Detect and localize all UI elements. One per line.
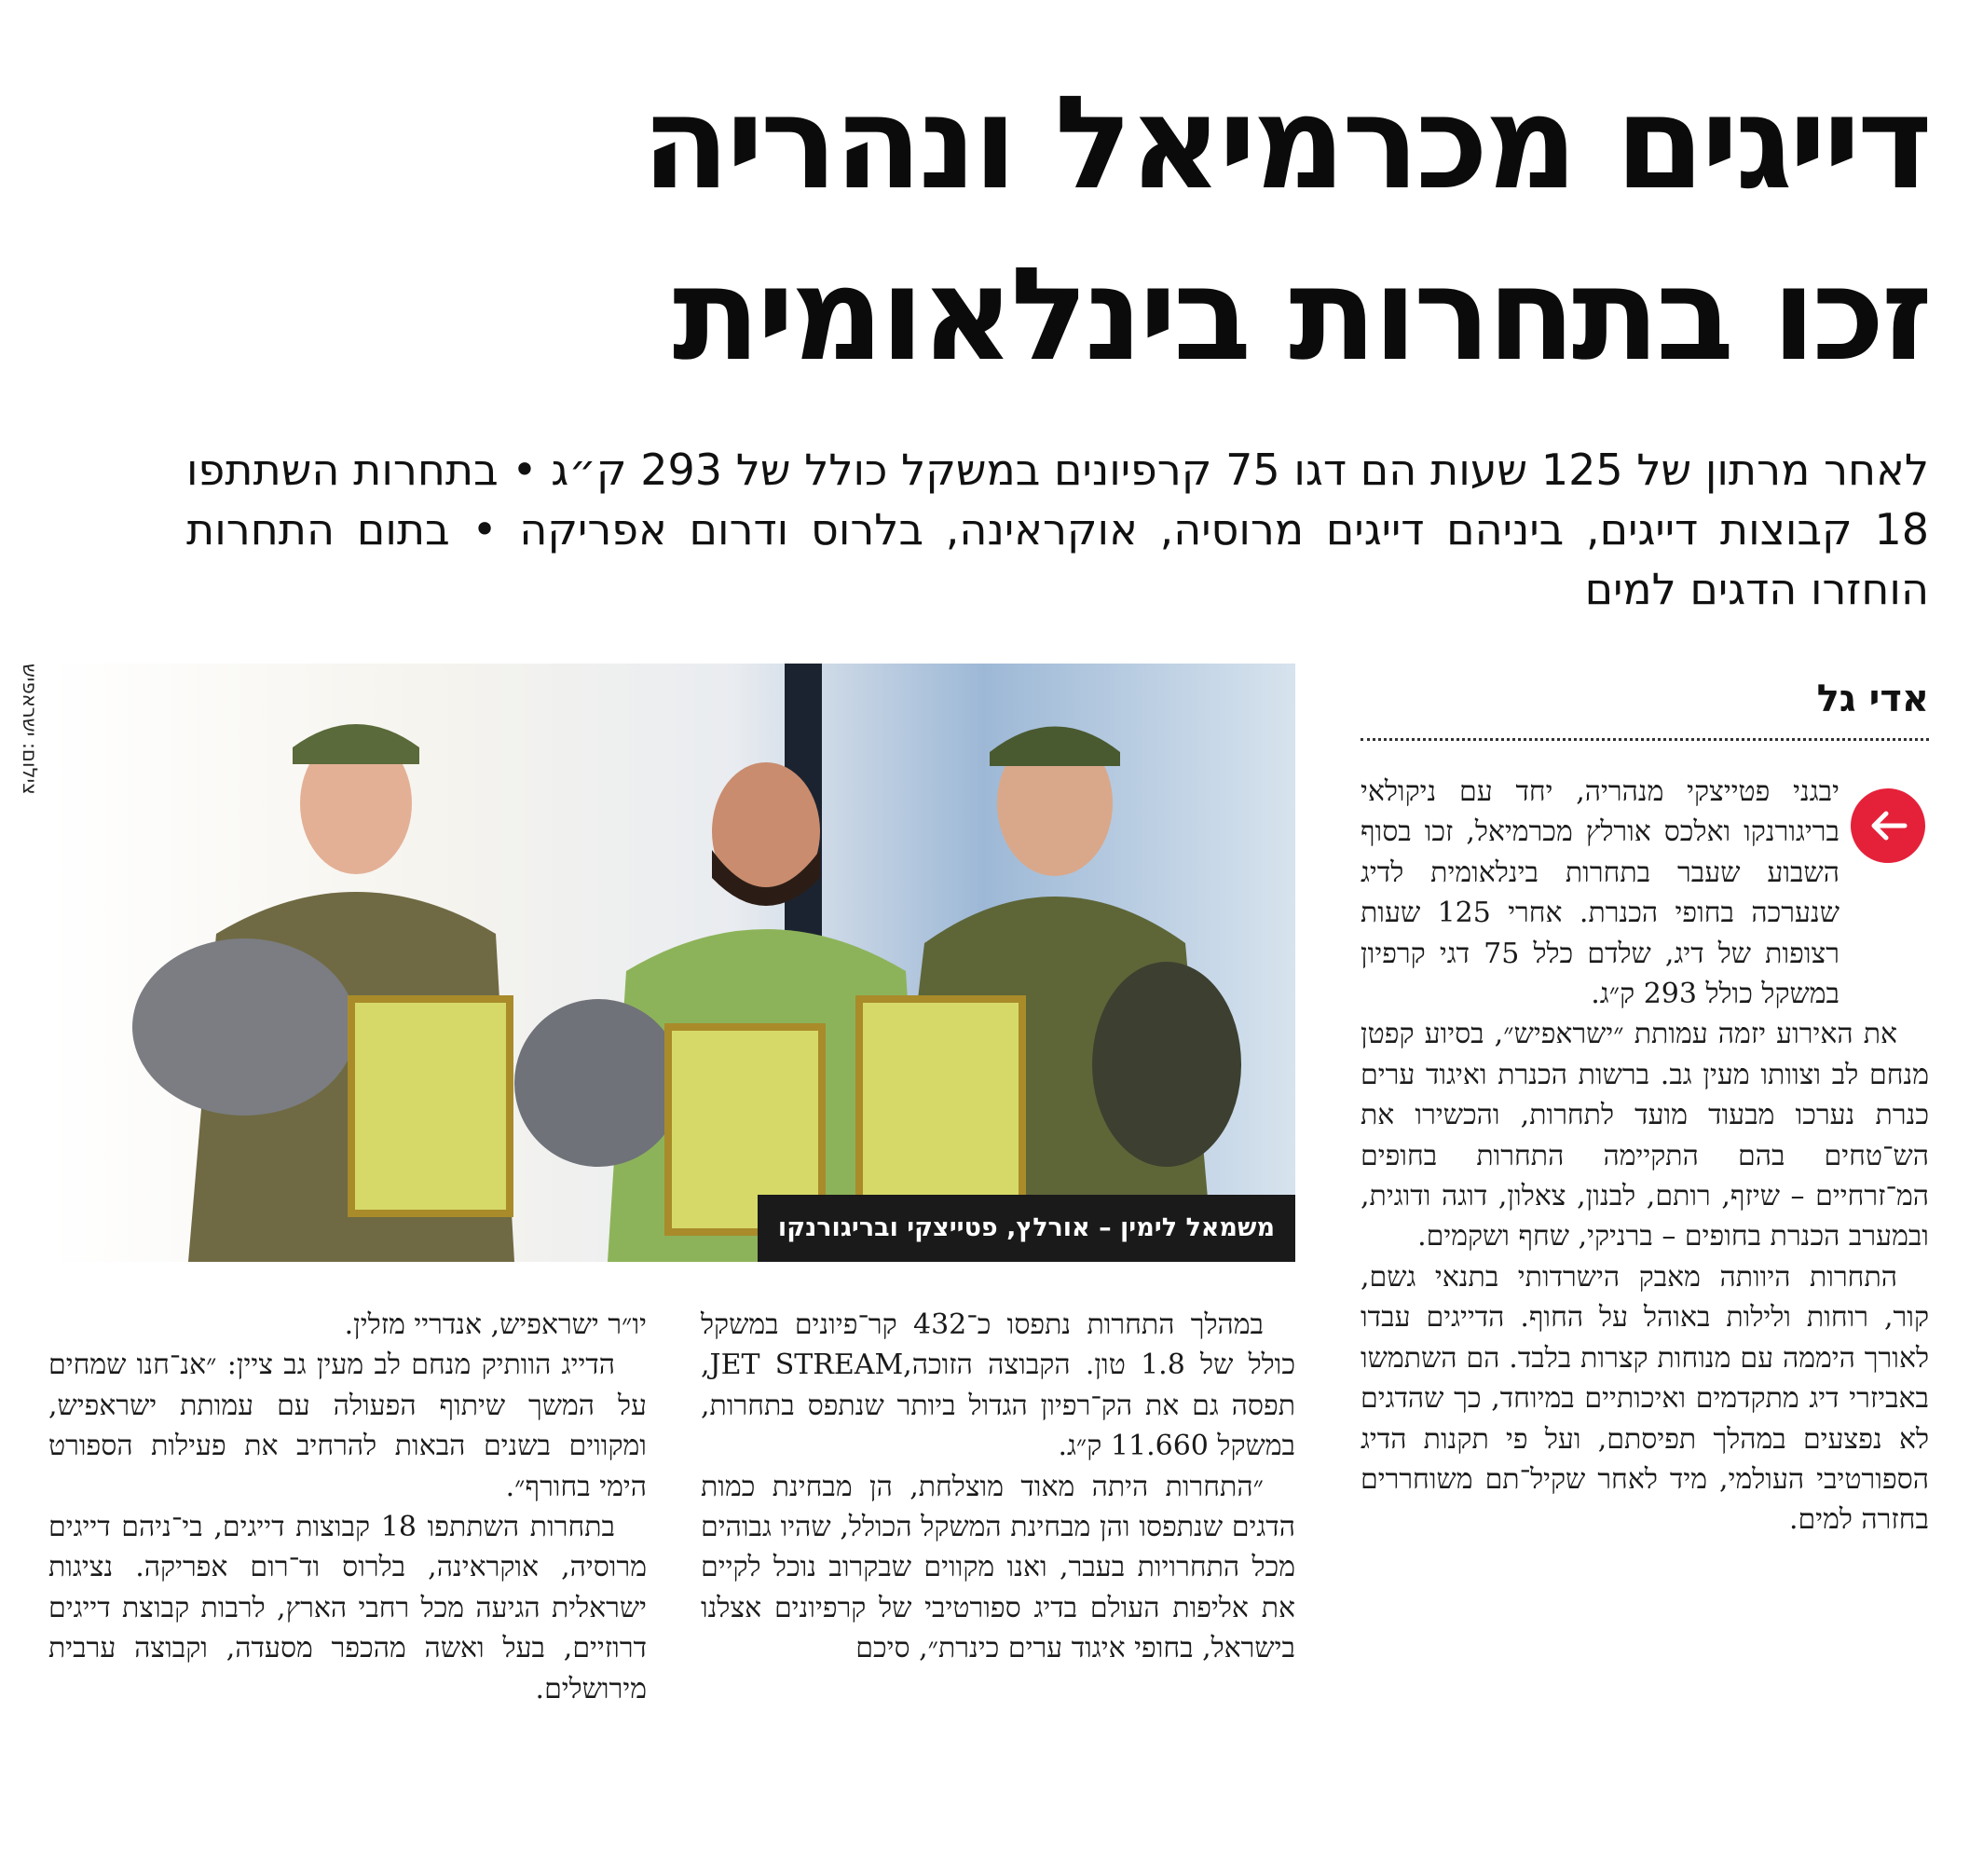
- paragraph: הדייג הוותיק מנחם לב מעין גב ציין: ״אנ־חנו שמחים על המשך שיתוף הפעולה עם עמותת ישראפיש, ומקווים בשנים הבאות להרחיב את פעילות הספורט הימי בחורף״.: [48, 1349, 647, 1503]
- article-column-1: [1361, 772, 1929, 1541]
- byline-divider: [1361, 738, 1929, 741]
- paragraph: את האירוע יזמה עמותת ״ישראפיש״, בסיוע קפטן מנחם לב וצוותו מעין גב. ברשות הכנרת ואיגוד ערים כנרת נערכו מבעוד מועד לתחרות, והכשירו את הש־טחים בהם התקיימה התחרות בחופים המ־זרחיים – שיזף, רותם, לבנון, צאלון, דוגה ודוגית, ובמערב הכנרת בחופים – ברניקי, שחף ושקמים.: [1361, 1018, 1929, 1253]
- paragraph: בתחרות השתתפו 18 קבוצות דייגים, בי־ניהם דייגים מרוסיה, אוקראינה, בלרוס וד־רום אפריקה. נציגות ישראלית הגיעה מכל רחבי הארץ, לרבות קבוצת דייגים דרוזיים, בעל ואשה מהכפר מסעדה, וקבוצה ערבית מירושלים.: [48, 1511, 647, 1705]
- paragraph: התחרות היוותה מאבק הישרדותי בתנאי גשם, קור, רוחות ולילות באוהל על החוף. הדייגים עבדו לאורך היממה עם מנוחות קצרות בלבד. הם השתמשו באביזרי דיג מתקדמים ואיכותיים במיוחד, כך שהדגים לא נפצעים במהלך תפיסתם, ועל פי תקנות הדיג הספורטיבי העולמי, מיד לאחר שקיל־תם משוחררים בחזרה למים.: [1361, 1260, 1929, 1537]
- paragraph: במהלך התחרות נתפסו כ־432 קר־פיונים במשקל כולל של 1.8 טון. הקבוצה הזוכה,JET STREAM, תפסה גם את הק־רפיון הגדול ביותר שנתפס בתחרות, במשקל 11.660 ק״ג.: [701, 1308, 1295, 1463]
- headline-line-2: זכו בתחרות בינלאומית: [672, 240, 1929, 390]
- article-column-2: [701, 1305, 1295, 1669]
- photo-credit: צילום: ישראפיש: [19, 664, 41, 795]
- headline-line-1: דייגים מכרמיאל ונהריה: [641, 68, 1929, 218]
- subheadline: לאחר מרתון של 125 שעות הם דגו 75 קרפיונים במשקל כולל של 293 ק״ג • בתחרות השתתפו 18 קבוצות דייגים, ביניהם דייגים מרוסיה, אוקראינה, בלרוס ודרום אפריקה • בתום התחרות הוחזרו הדגים למים: [186, 445, 1929, 614]
- paragraph: יו״ר ישראפיש, אנדריי מזלין.: [344, 1308, 647, 1341]
- author-byline: אדי גל: [1816, 678, 1929, 720]
- photo-caption: משמאל לימין – אורלץ, פטייצקי ובריגורנקו: [758, 1195, 1295, 1262]
- paragraph: ״התחרות היתה מאוד מוצלחת, הן מבחינת כמות הדגים שנתפסו והן מבחינת המשקל הכולל, שהיו גבוהים מכל התחרויות בעבר, ואנו מקווים שבקרוב נוכל לקיים את אליפות העולם בדיג ספורטיבי של קרפיונים אצלנו בישראל, בחופי איגוד ערים כינרת״, סיכם: [701, 1470, 1295, 1665]
- article-photo: [48, 664, 1295, 1262]
- photo-illustration: [48, 664, 1295, 1262]
- headline: [56, 58, 1929, 401]
- article-column-3: [48, 1305, 647, 1709]
- paragraph: יבגני פטייצקי מנהריה, יחד עם ניקולאי בריגורנקו ואלכס אורלץ מכרמיאל, זכו בסוף השבוע שעבר בתחרות בינלאומית לדיג שנערכה בחופי הכנרת. אחרי 125 שעות רצופות של דיג, שלדם כלל 75 דגי קרפיון במשקל כולל 293 ק״ג.: [1361, 775, 1839, 1011]
